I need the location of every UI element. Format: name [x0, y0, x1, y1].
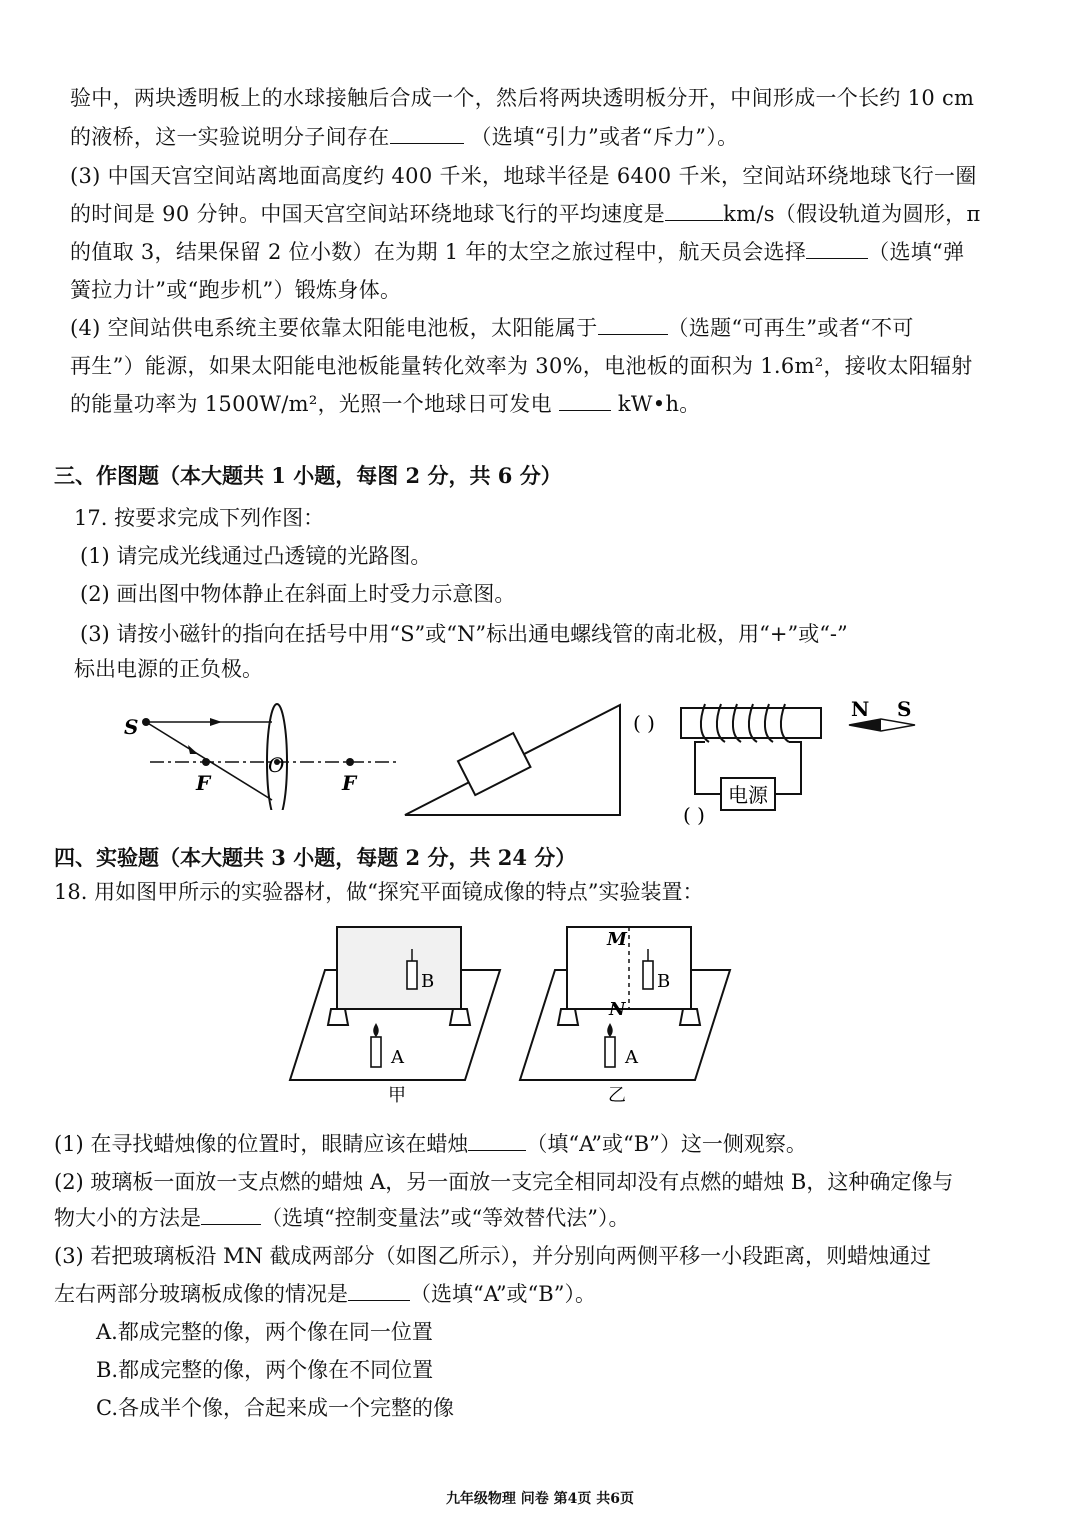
question-18: 18. 用如图甲所示的实验器材，做“探究平面镜成像的特点”实验装置：: [54, 880, 704, 904]
text-fragment: （选填“控制变量法”或“等效替代法”）。: [261, 1206, 630, 1230]
answer-blank[interactable]: [806, 240, 868, 259]
needle-label-s: S: [897, 697, 912, 721]
text-fragment: 物大小的方法是: [54, 1206, 201, 1230]
figure-caption: 甲: [388, 1085, 406, 1106]
flame-icon: [607, 1023, 612, 1037]
page-footer: 九年级物理 问卷 第4页 共6页: [445, 1491, 635, 1507]
needle-label-n: N: [851, 697, 870, 721]
candle-a: [371, 1037, 381, 1067]
candle-b: [407, 961, 417, 989]
text-fragment: （选填“弹: [868, 240, 965, 264]
text-fragment: 的时间是 90 分钟。中国天宫空间站环绕地球飞行的平均速度是: [70, 202, 666, 226]
text-fragment: km/s（假设轨道为圆形，π: [723, 202, 981, 226]
solenoid-diagram: [625, 690, 925, 830]
text-line: 再生”）能源，如果太阳能电池板能量转化效率为 30%，电池板的面积为 1.6m²，接收太阳辐射: [70, 354, 973, 378]
focus-point: [346, 758, 354, 766]
option-a[interactable]: A.都成完整的像，两个像在同一位置: [96, 1320, 433, 1344]
incline-diagram: [400, 700, 625, 820]
option-b[interactable]: B.都成完整的像，两个像在不同位置: [96, 1358, 434, 1382]
text-fragment: （选填“引力”或者“斥力”）。: [470, 125, 739, 149]
arrow-icon: [210, 718, 222, 726]
option-c[interactable]: C.各成半个像，合起来成一个完整的像: [96, 1396, 454, 1420]
lens-diagram: [110, 690, 410, 810]
answer-blank[interactable]: [390, 125, 464, 144]
arrow-icon: [188, 745, 198, 754]
stand: [680, 1009, 700, 1025]
label-a: A: [391, 1047, 404, 1068]
subquestion: (3) 请按小磁针的指向在括号中用“S”或“N”标出通电螺线管的南北极，用“+”或“-”: [80, 622, 848, 646]
polarity-bracket[interactable]: ( ): [683, 803, 705, 827]
label-b: B: [657, 971, 671, 992]
answer-blank[interactable]: [348, 1282, 410, 1301]
answer-blank[interactable]: [468, 1132, 526, 1151]
text-line: [70, 123, 738, 151]
subquestion: (2) 画出图中物体静止在斜面上时受力示意图。: [80, 582, 516, 606]
text-fragment: （填“A”或“B”）这一侧观察。: [526, 1132, 807, 1156]
pole-bracket[interactable]: ( ): [633, 711, 655, 735]
question-17: 17. 按要求完成下列作图：: [74, 506, 325, 530]
section-3-title: 三、作图题（本大题共 1 小题，每图 2 分，共 6 分）: [54, 463, 562, 488]
label-m: M: [607, 929, 627, 950]
answer-blank[interactable]: [665, 202, 723, 221]
text-line: [70, 238, 964, 266]
stand: [450, 1009, 470, 1025]
question-4-line: [70, 314, 914, 342]
label-n: N: [609, 999, 626, 1020]
text-fragment: 的能量功率为 1500W/m²，光照一个地球日可发电: [70, 392, 552, 416]
power-label: 电源: [728, 783, 768, 807]
wire: [695, 742, 721, 794]
flame-icon: [373, 1023, 378, 1037]
subquestion: (2) 玻璃板一面放一支点燃的蜡烛 A，另一面放一支完全相同却没有点燃的蜡烛 B，这种确定像与: [54, 1170, 954, 1194]
text-fragment: 的液桥，这一实验说明分子间存在: [70, 125, 390, 149]
label-b: B: [421, 971, 435, 992]
text-fragment: kW•h。: [617, 392, 701, 416]
text-line: [70, 390, 701, 418]
focus-point: [202, 758, 210, 766]
text-line: 簧拉力计”或“跑步机”）锻炼身体。: [70, 278, 402, 302]
text-fragment: （选题“可再生”或者“不可: [667, 316, 914, 340]
subquestion: (3) 若把玻璃板沿 MN 截成两部分（如图乙所示），并分别向两侧平移一小段距离，则蜡烛通过: [54, 1244, 932, 1268]
candle-b: [643, 961, 653, 989]
mirror-setup-a: [285, 915, 515, 1110]
mirror-setup-b: [515, 915, 745, 1110]
text-line: 验中，两块透明板上的水球接触后合成一个，然后将两块透明板分开，中间形成一个长约 10 cm: [70, 86, 975, 110]
subquestion: (1) 请完成光线通过凸透镜的光路图。: [80, 544, 432, 568]
label-o: O: [268, 753, 285, 777]
answer-blank[interactable]: [559, 392, 611, 411]
text-line: [70, 200, 981, 228]
glass-plate: [337, 927, 461, 1009]
figure-caption: 乙: [608, 1085, 626, 1106]
text-line: [54, 1202, 629, 1232]
text-fragment: (4) 空间站供电系统主要依靠太阳能电池板，太阳能属于: [70, 316, 598, 340]
text-fragment: 的值取 3，结果保留 2 位小数）在为期 1 年的太空之旅过程中，航天员会选择: [70, 240, 807, 264]
question-3-line: (3) 中国天宫空间站离地面高度约 400 千米，地球半径是 6400 千米，空间站环绕地球飞行一圈: [70, 164, 977, 188]
block: [458, 733, 530, 795]
answer-blank[interactable]: [201, 1206, 261, 1225]
label-f: F: [196, 771, 211, 795]
section-4-title: 四、实验题（本大题共 3 小题，每题 2 分，共 24 分）: [54, 845, 577, 870]
label-s: S: [124, 715, 139, 739]
stand: [328, 1009, 348, 1025]
label-a: A: [625, 1047, 638, 1068]
candle-a: [605, 1037, 615, 1067]
text-fragment: （选填“A”或“B”）。: [410, 1282, 596, 1306]
subquestion: 标出电源的正负极。: [74, 657, 263, 681]
stand: [558, 1009, 578, 1025]
text-line: [54, 1278, 596, 1308]
subquestion: [54, 1128, 807, 1158]
wire: [775, 742, 801, 794]
coil-windings: [701, 704, 789, 742]
label-f: F: [342, 771, 357, 795]
answer-blank[interactable]: [598, 316, 668, 335]
text-fragment: 左右两部分玻璃板成像的情况是: [54, 1282, 348, 1306]
text-fragment: (1) 在寻找蜡烛像的位置时，眼睛应该在蜡烛: [54, 1132, 469, 1156]
